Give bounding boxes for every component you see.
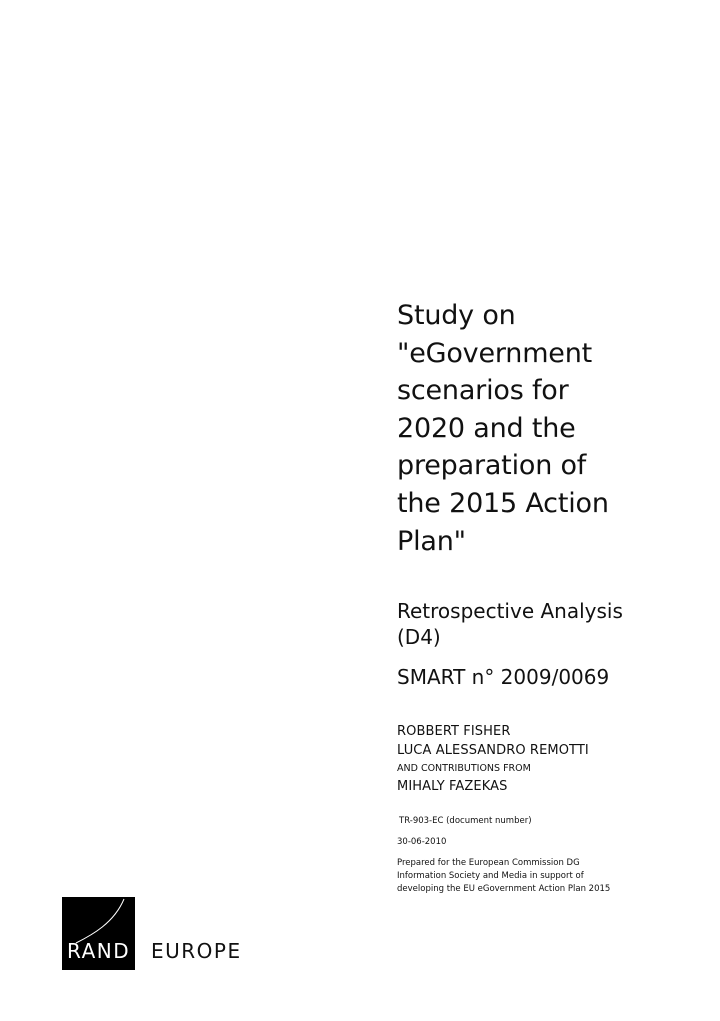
title-line: Study on bbox=[397, 300, 516, 331]
prepared-for-line: Prepared for the European Commission DG bbox=[397, 858, 580, 868]
document-date: 30-06-2010 bbox=[397, 837, 447, 847]
subtitle-line: Retrospective Analysis bbox=[397, 599, 623, 623]
logo-box bbox=[62, 897, 135, 970]
document-title bbox=[397, 297, 707, 560]
title-line: Plan" bbox=[397, 525, 466, 557]
smart-number: SMART n° 2009/0069 bbox=[397, 665, 610, 689]
logo-rand-text: RAND bbox=[67, 939, 131, 963]
author-list bbox=[397, 722, 707, 796]
document-subtitle bbox=[397, 598, 707, 650]
rand-europe-logo bbox=[62, 897, 242, 970]
contributor-name: MIHALY FAZEKAS bbox=[397, 779, 508, 794]
title-line: 2020 and the bbox=[397, 412, 576, 444]
title-line: "eGovernment bbox=[397, 337, 593, 369]
title-line: scenarios for bbox=[397, 375, 569, 407]
prepared-for-line: Information Society and Media in support of bbox=[397, 871, 584, 882]
contributions-label: AND CONTRIBUTIONS FROM bbox=[397, 763, 531, 774]
title-line: preparation of bbox=[397, 450, 587, 482]
author-name: ROBBERT FISHER bbox=[397, 724, 511, 739]
subtitle-line: (D4) bbox=[397, 625, 441, 649]
logo-europe-text: EUROPE bbox=[151, 939, 242, 963]
prepared-for-statement bbox=[397, 857, 657, 897]
author-name: LUCA ALESSANDRO REMOTTI bbox=[397, 743, 589, 758]
title-line: the 2015 Action bbox=[397, 487, 609, 519]
document-number: TR-903-EC (document number) bbox=[399, 816, 532, 826]
prepared-for-line: developing the EU eGovernment Action Plan 2015 bbox=[397, 884, 611, 895]
